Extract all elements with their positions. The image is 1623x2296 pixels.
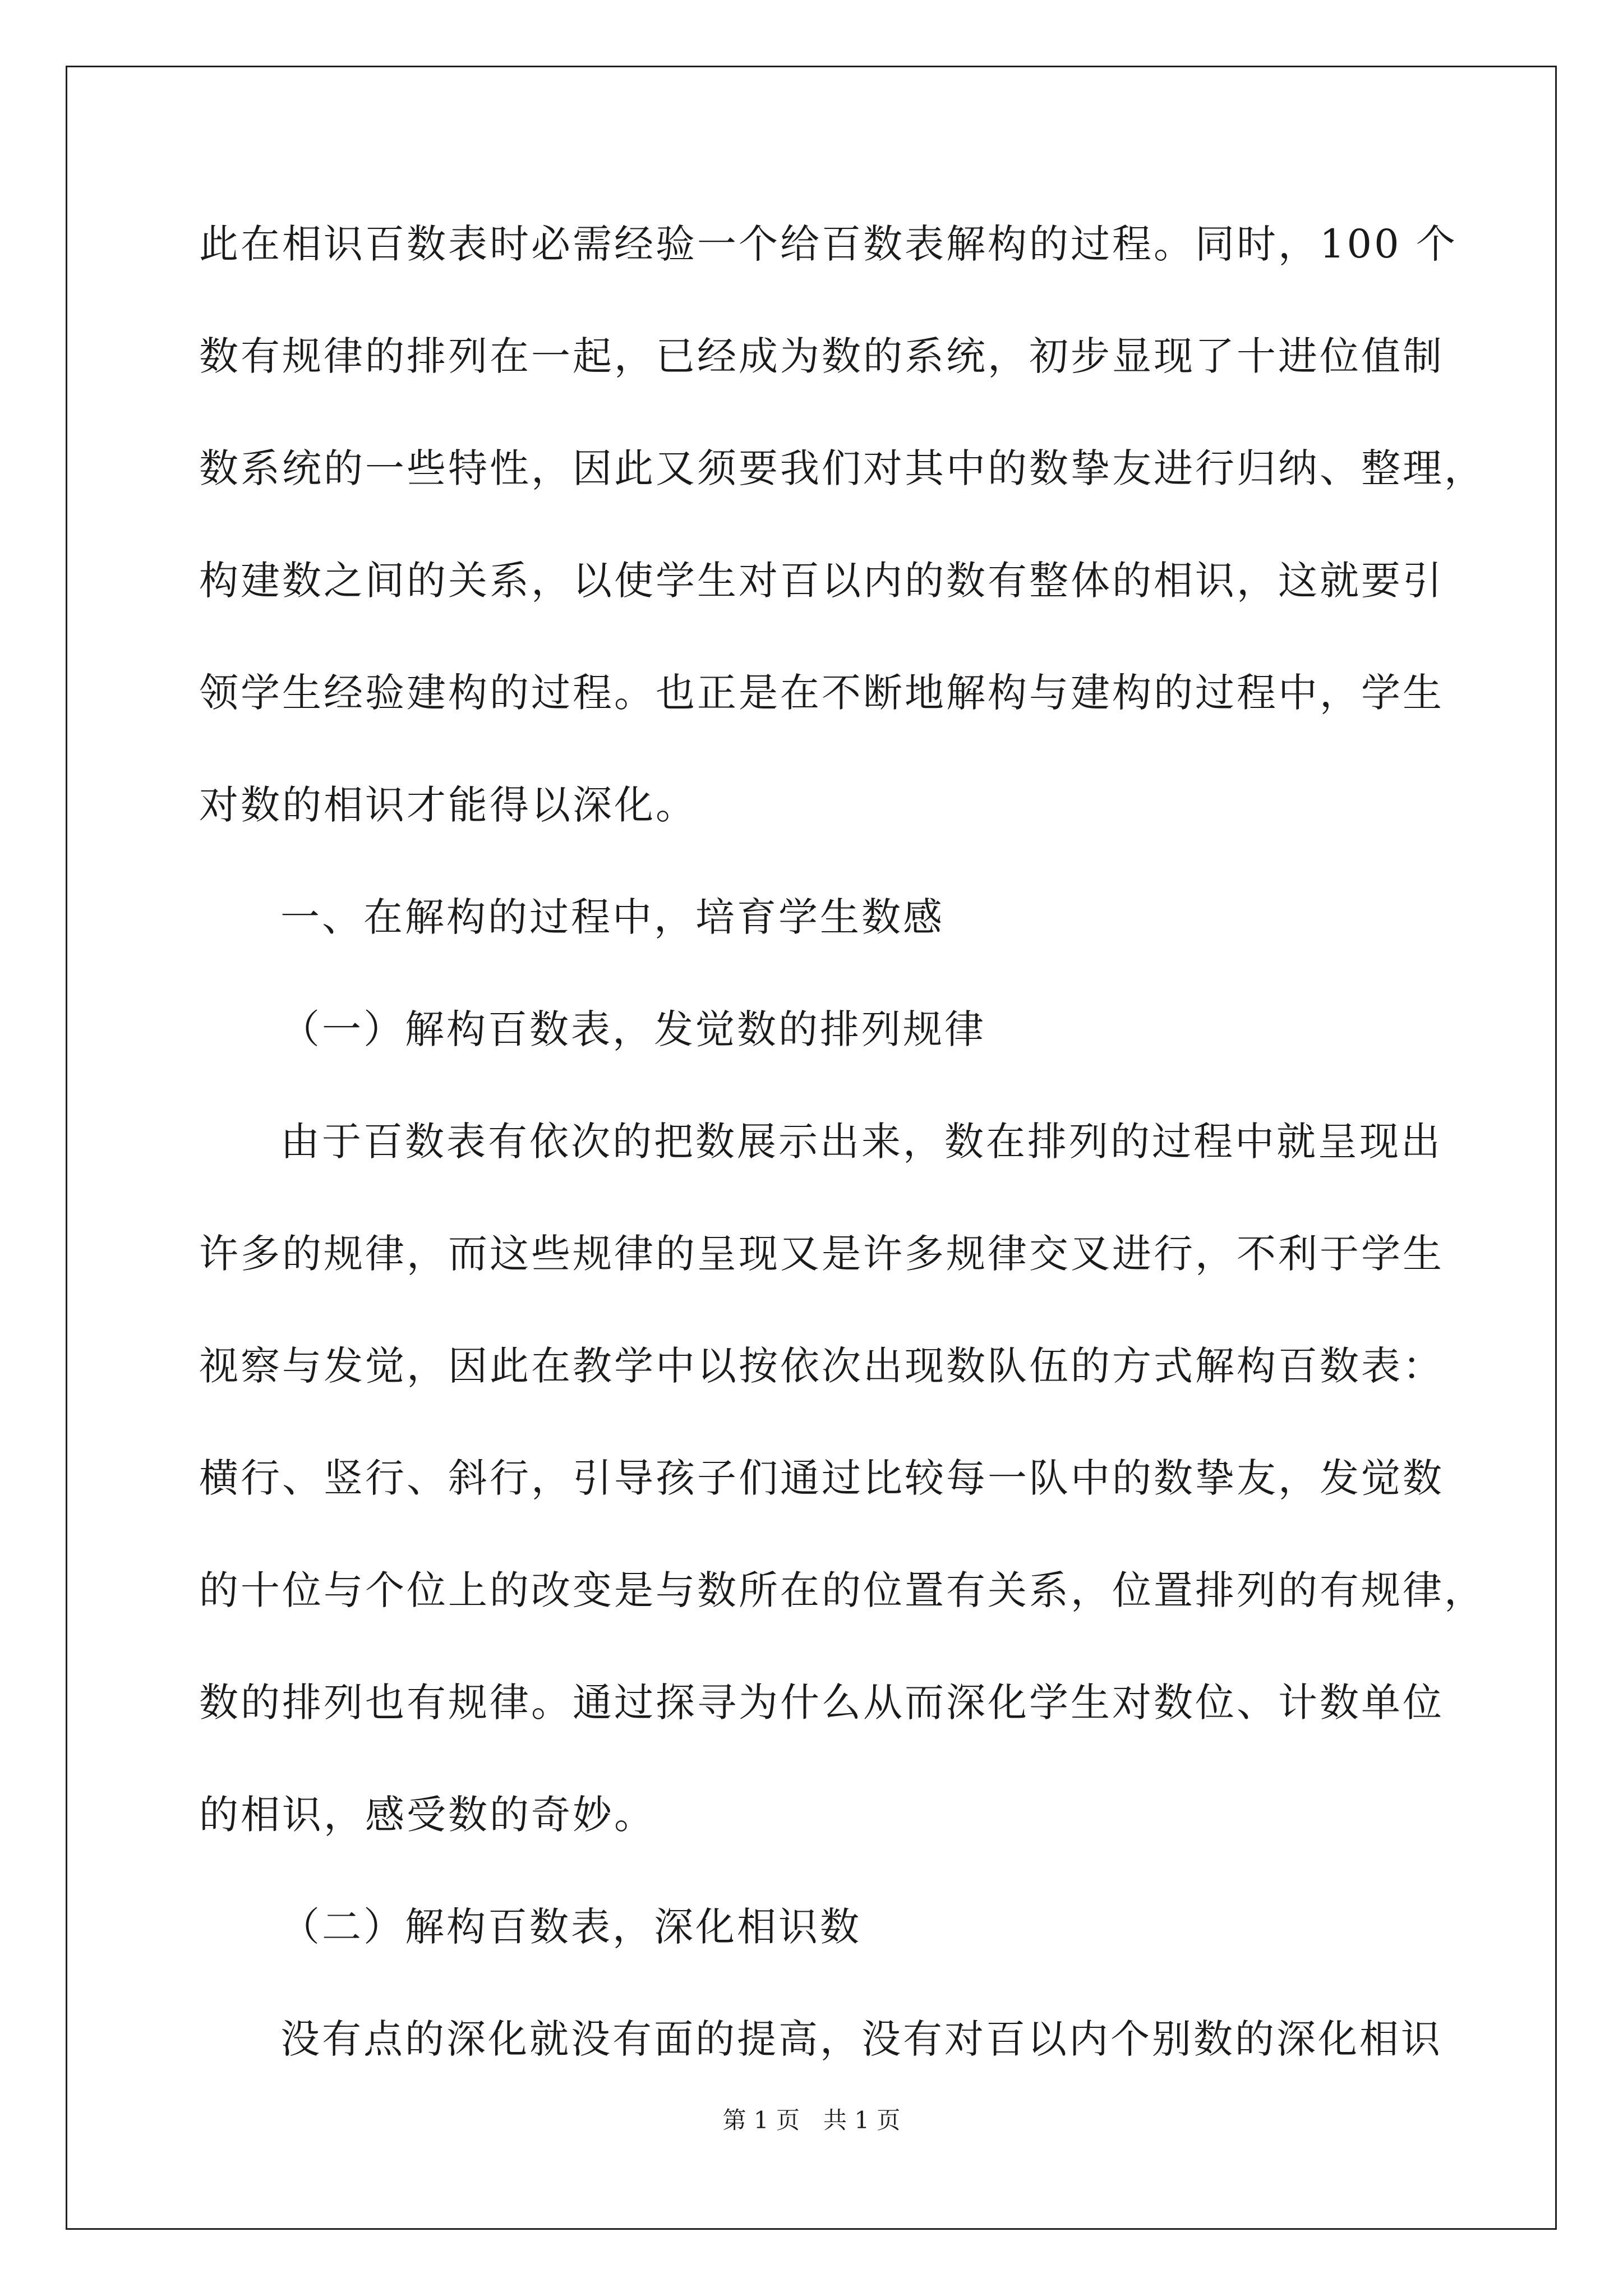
text-line: 领学生经验建构的过程。也正是在不断地解构与建构的过程中，学生 [199,670,1444,716]
text-line: 视察与发觉，因此在教学中以按依次出现数队伍的方式解构百数表： [199,1343,1444,1389]
text-line: 的十位与个位上的改变是与数所在的位置有关系，位置排列的有规律， [199,1567,1486,1613]
text-line: 许多的规律，而这些规律的呈现又是许多规律交叉进行，不利于学生 [199,1231,1444,1277]
text-line: 由于百数表有依次的把数展示出来，数在排列的过程中就呈现出 [280,1119,1442,1165]
text-line: 数有规律的排列在一起，已经成为数的系统，初步显现了十进位值制 [199,333,1444,379]
subsection-heading: （二）解构百数表，深化相识数 [280,1904,861,1950]
subsection-heading: （一）解构百数表，发觉数的排列规律 [280,1006,986,1052]
text-line: 的相识，感受数的奇妙。 [199,1792,656,1838]
text-line: 数系统的一些特性，因此又须要我们对其中的数挚友进行归纳、整理， [199,445,1486,491]
text-line: 对数的相识才能得以深化。 [199,782,697,828]
text-line: 数的排列也有规律。通过探寻为什么从而深化学生对数位、计数单位 [199,1680,1444,1726]
section-heading: 一、在解构的过程中，培育学生数感 [280,894,944,940]
page-number-footer: 第 1 页 共 1 页 [722,2106,901,2134]
text-line: 没有点的深化就没有面的提高，没有对百以内个别数的深化相识 [280,2016,1442,2062]
text-line: 横行、竖行、斜行，引导孩子们通过比较每一队中的数挚友，发觉数 [199,1455,1444,1501]
text-line: 此在相识百数表时必需经验一个给百数表解构的过程。同时，100 个 [199,221,1458,267]
text-line: 构建数之间的关系，以使学生对百以内的数有整体的相识，这就要引 [199,558,1444,604]
